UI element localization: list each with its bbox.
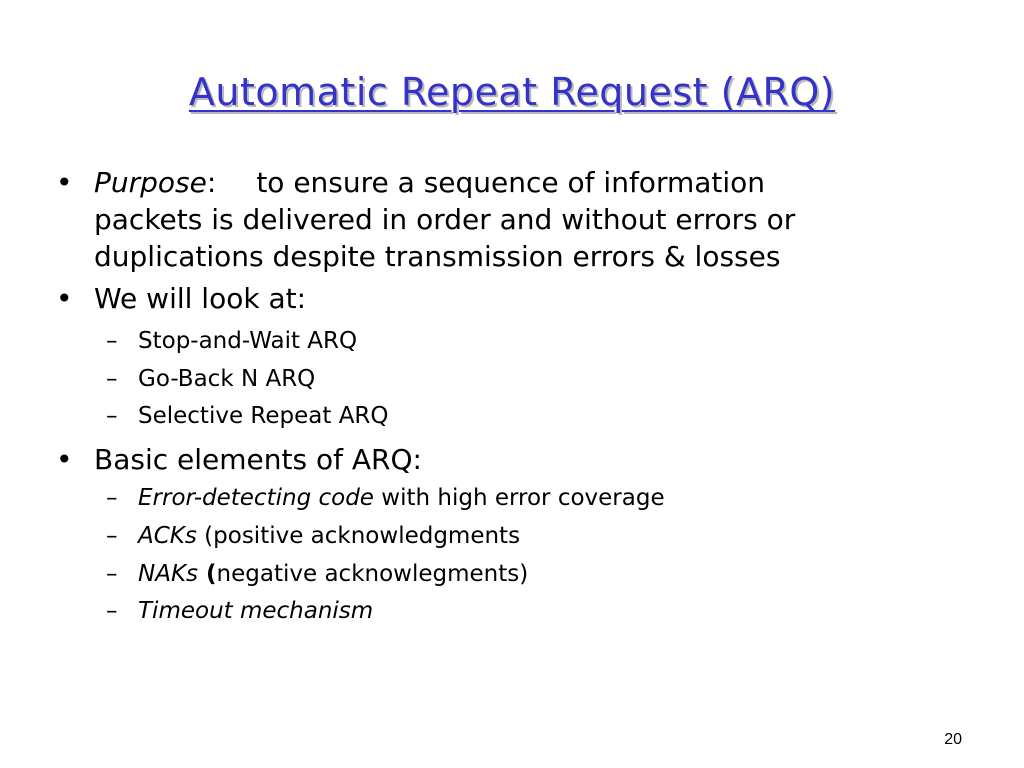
purpose-label: Purpose — [94, 166, 207, 199]
subitem-rest: with high error coverage — [373, 485, 665, 511]
subitem-text — [138, 596, 373, 626]
subitem-emphasis: NAKs — [138, 561, 199, 587]
subitem-text — [138, 521, 520, 551]
subitem-rest: (positive acknowledgments — [196, 523, 521, 549]
subitem-text — [138, 483, 665, 513]
dash-marker: – — [106, 523, 118, 549]
purpose-colon: : — [206, 166, 217, 199]
subitem-paren: ( — [198, 561, 217, 587]
bullet-look-at-text: We will look at: — [94, 282, 307, 315]
subitem-text: Go-Back N ARQ — [138, 366, 316, 392]
purpose-line-1-text: to ensure a sequence of information — [256, 166, 766, 199]
purpose-line-2: packets is delivered in order and without errors or — [94, 203, 796, 236]
purpose-line-1 — [94, 164, 914, 201]
bullet-marker: • — [56, 443, 73, 476]
dash-marker: – — [106, 366, 118, 392]
purpose-line-3: duplications despite transmission errors & losses — [94, 240, 781, 273]
bullet-basic-elements — [56, 441, 956, 478]
subitem-text: Stop-and-Wait ARQ — [138, 328, 358, 354]
dash-marker: – — [106, 328, 118, 354]
bullet-marker: • — [56, 166, 73, 199]
dash-marker: – — [106, 485, 118, 511]
subitem-emphasis: Timeout mechanism — [138, 598, 374, 624]
dash-marker: – — [106, 561, 118, 587]
subitem-text — [138, 559, 528, 589]
subitem-emphasis: ACKs — [138, 523, 197, 549]
dash-marker: – — [106, 403, 118, 429]
subitem-text: Selective Repeat ARQ — [138, 403, 389, 429]
bullet-purpose — [56, 164, 956, 275]
slide-title: Automatic Repeat Request (ARQ) — [188, 70, 836, 114]
dash-marker: – — [106, 598, 118, 624]
subitem-emphasis: Error-detecting code — [138, 485, 374, 511]
bullet-look-at — [56, 280, 956, 317]
subitem-rest: negative acknowlegments) — [216, 561, 529, 587]
bullet-basic-elements-text: Basic elements of ARQ: — [94, 443, 422, 476]
bullet-purpose-text — [94, 164, 914, 275]
bullet-marker: • — [56, 282, 73, 315]
page-number: 20 — [944, 731, 962, 748]
